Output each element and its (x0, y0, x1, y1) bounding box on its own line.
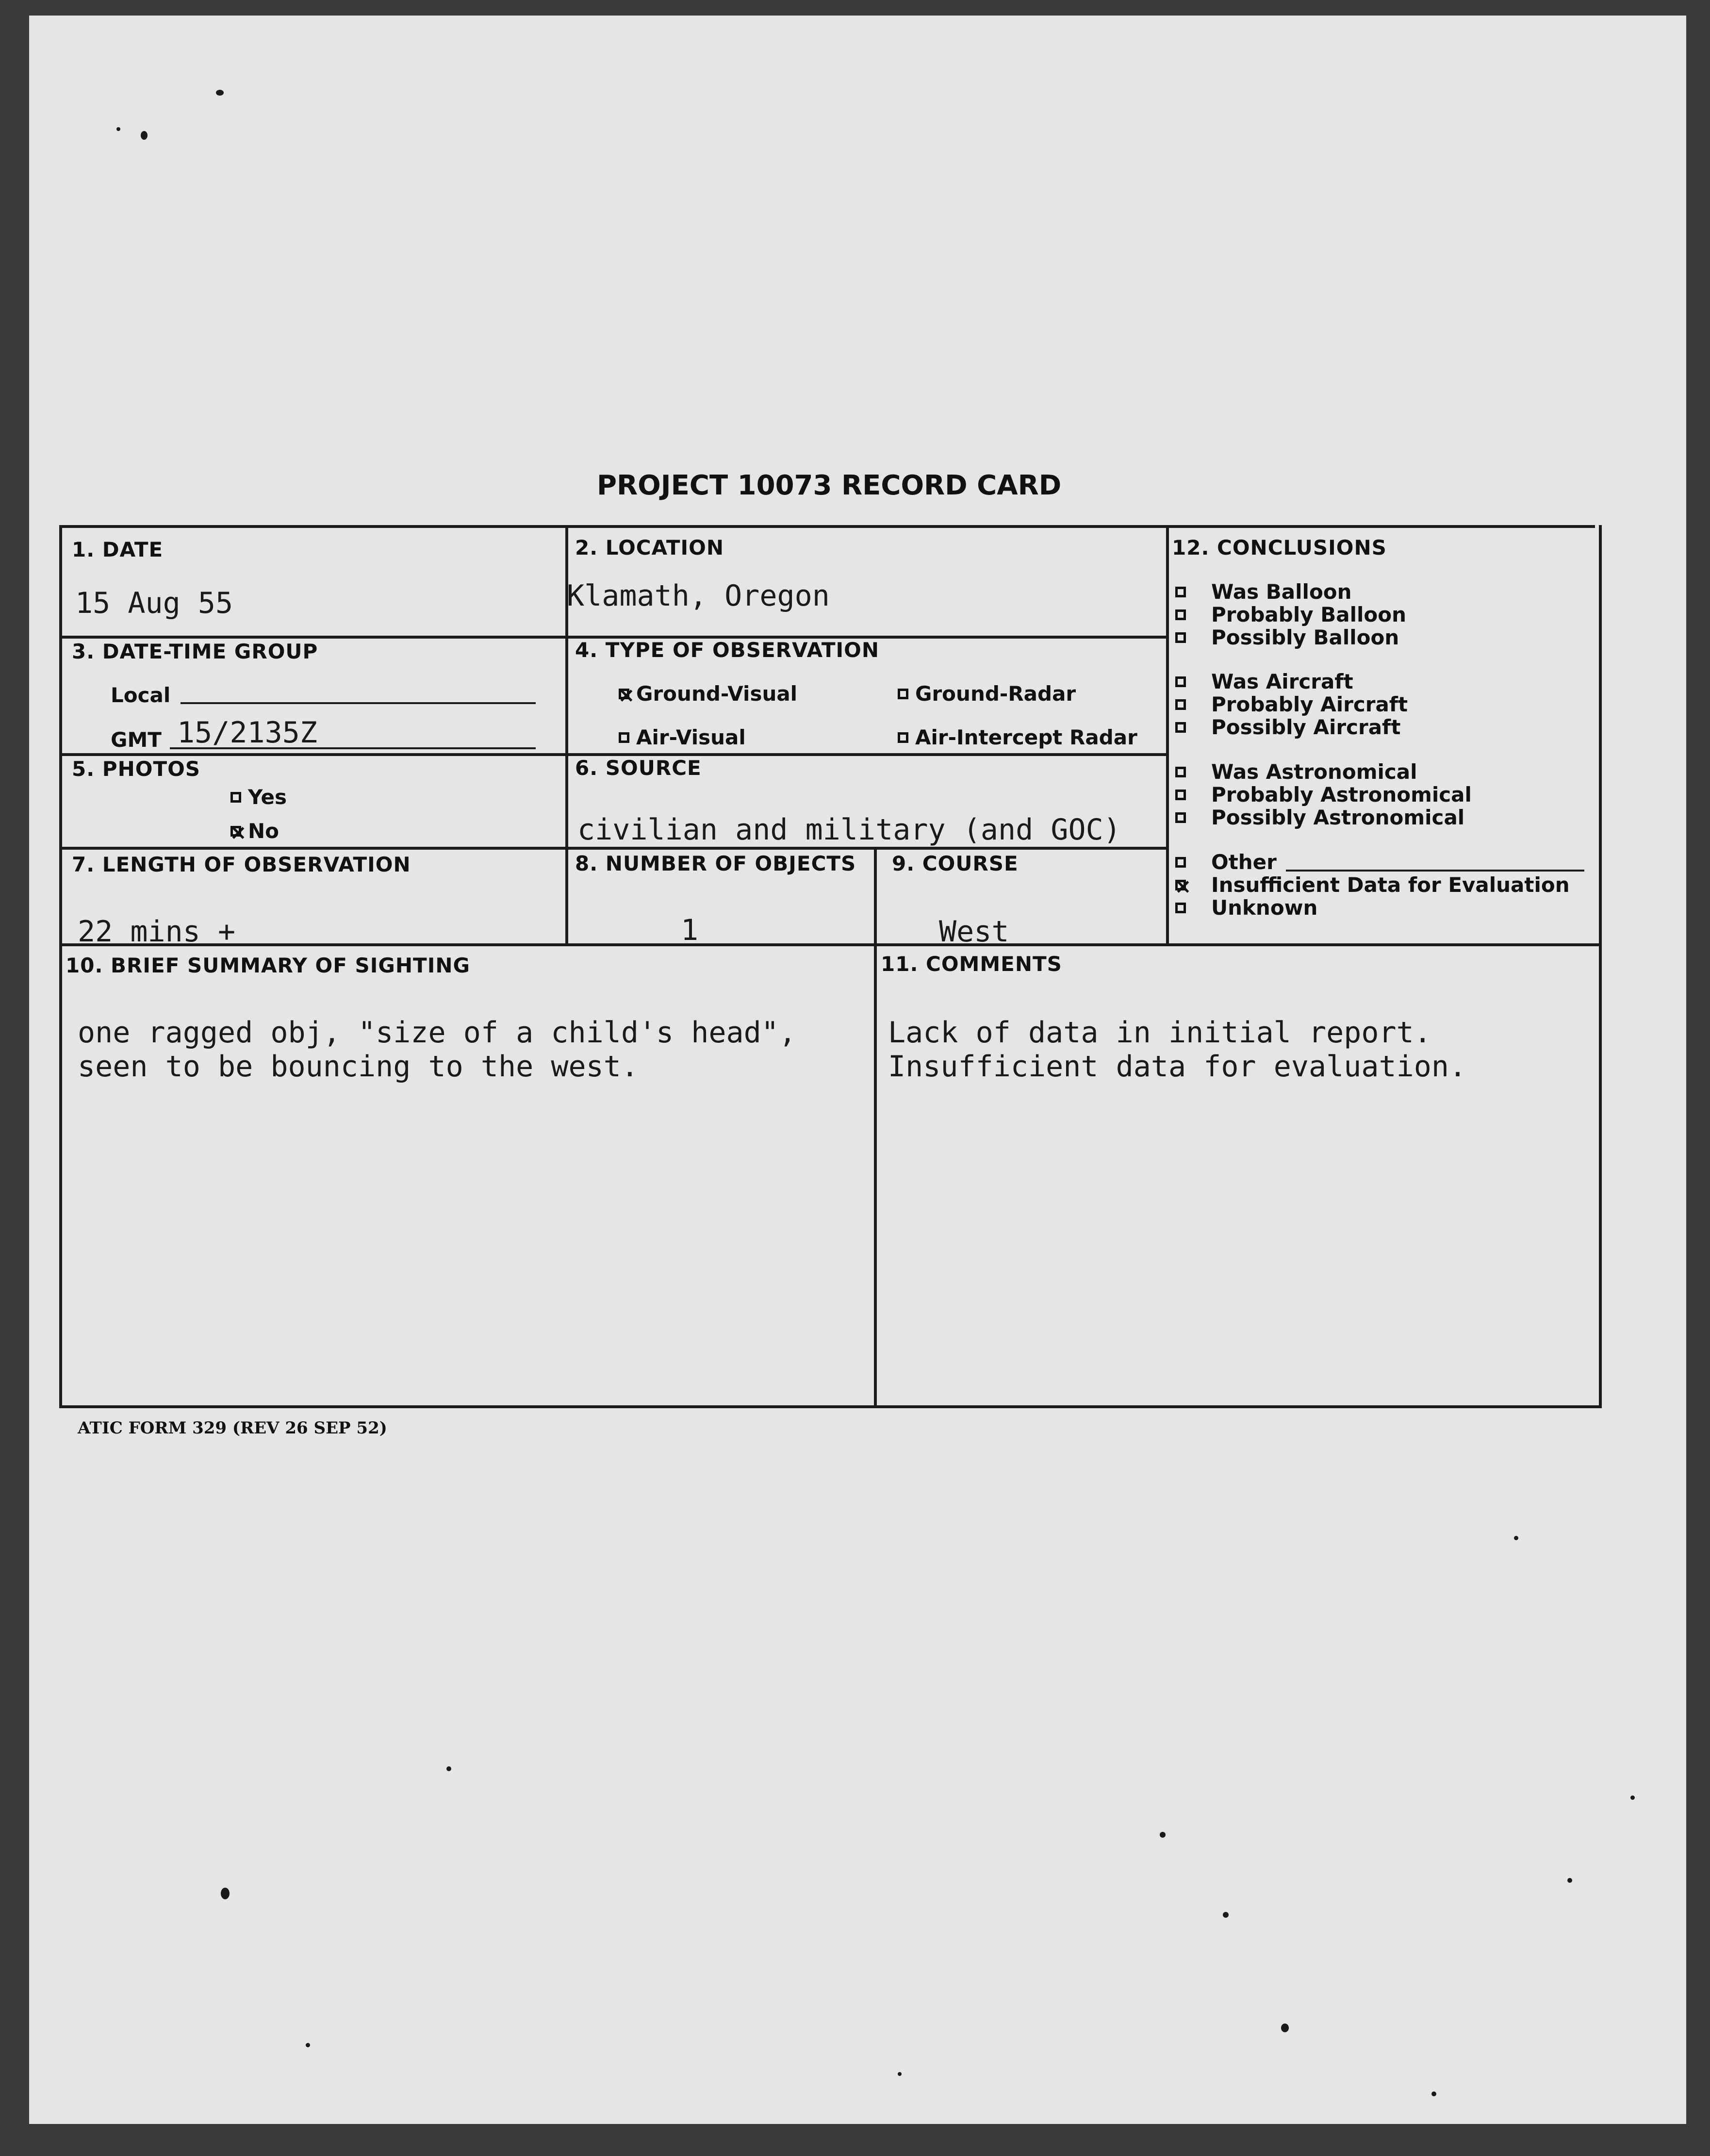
observation-option-ground-radar[interactable] (898, 682, 1076, 706)
other-underline (1286, 870, 1584, 872)
number-of-objects-label: 8. NUMBER OF OBJECTS (575, 852, 856, 875)
conclusion-other[interactable] (1175, 850, 1277, 874)
conclusion-was-balloon[interactable] (1175, 580, 1352, 604)
checkbox-was-astronomical[interactable] (1175, 767, 1186, 777)
checkbox-air-visual[interactable] (619, 732, 629, 743)
checkbox-air-intercept-radar[interactable] (898, 732, 908, 743)
type-of-observation-label: 4. TYPE OF OBSERVATION (575, 638, 880, 662)
possibly-balloon-label: Possibly Balloon (1211, 625, 1399, 649)
date-time-group-label: 3. DATE-TIME GROUP (72, 640, 318, 663)
conclusion-possibly-astronomical[interactable] (1175, 806, 1464, 829)
other-label: Other (1211, 850, 1277, 874)
probably-astronomical-label: Probably Astronomical (1211, 783, 1472, 806)
source-label: 6. SOURCE (575, 756, 702, 780)
gmt-value: 15/2135Z (177, 716, 317, 750)
row-divider-3 (59, 847, 1167, 850)
checkbox-probably-aircraft[interactable] (1175, 699, 1186, 710)
conclusion-was-aircraft[interactable] (1175, 670, 1353, 693)
speck (898, 2072, 902, 2076)
speck (1567, 1878, 1572, 1883)
photos-no-label: No (248, 819, 280, 843)
conclusion-probably-balloon[interactable] (1175, 603, 1406, 626)
table-right-border (1599, 525, 1602, 1408)
conclusions-label: 12. CONCLUSIONS (1172, 536, 1387, 560)
speck (116, 127, 120, 131)
conclusion-possibly-aircraft[interactable] (1175, 715, 1400, 739)
checkbox-probably-balloon[interactable] (1175, 609, 1186, 620)
length-of-observation-value: 22 mins + (78, 915, 236, 949)
ground-radar-label: Ground-Radar (915, 682, 1076, 706)
checkbox-was-balloon[interactable] (1175, 587, 1186, 597)
summary-label: 10. BRIEF SUMMARY OF SIGHTING (66, 954, 470, 977)
comments-line-1: Lack of data in initial report. (888, 1016, 1431, 1050)
col-divider-course (874, 847, 877, 1407)
speck (446, 1766, 451, 1771)
checkbox-possibly-astronomical[interactable] (1175, 812, 1186, 823)
conclusion-was-astronomical[interactable] (1175, 760, 1417, 784)
summary-line-2: seen to be bouncing to the west. (78, 1050, 639, 1084)
local-label: Local (111, 683, 171, 707)
summary-line-1: one ragged obj, "size of a child's head", (78, 1016, 797, 1050)
unknown-label: Unknown (1211, 896, 1318, 920)
speck (141, 131, 148, 140)
course-value: West (939, 915, 1009, 949)
speck (1160, 1832, 1166, 1838)
speck (221, 1888, 230, 1899)
speck (1223, 1912, 1229, 1918)
checkbox-unknown[interactable] (1175, 903, 1186, 913)
speck (216, 90, 224, 96)
was-aircraft-label: Was Aircraft (1211, 670, 1353, 693)
observation-option-air-visual[interactable] (619, 725, 746, 749)
probably-balloon-label: Probably Balloon (1211, 603, 1406, 626)
checkbox-insufficient-data[interactable] (1175, 880, 1186, 890)
table-top-border (59, 525, 1595, 528)
photos-label: 5. PHOTOS (72, 757, 201, 781)
probably-aircraft-label: Probably Aircraft (1211, 692, 1408, 716)
card-title: PROJECT 10073 RECORD CARD (597, 470, 1062, 501)
form-id: ATIC FORM 329 (REV 26 SEP 52) (78, 1418, 387, 1438)
checkbox-probably-astronomical[interactable] (1175, 790, 1186, 800)
conclusion-insufficient-data[interactable] (1175, 873, 1570, 897)
ground-visual-label: Ground-Visual (636, 682, 798, 706)
date-label: 1. DATE (72, 538, 164, 561)
comments-label: 11. COMMENTS (881, 952, 1062, 976)
local-underline (181, 702, 536, 704)
row-divider-4 (59, 943, 1602, 946)
table-left-border (59, 525, 62, 1408)
photos-option-yes[interactable] (230, 785, 287, 809)
checkbox-ground-visual[interactable] (619, 689, 629, 699)
photos-option-no[interactable] (230, 819, 279, 843)
col-divider-conclusions (1166, 525, 1169, 945)
speck (1431, 2091, 1436, 2096)
photos-yes-label: Yes (248, 785, 287, 809)
speck (1281, 2024, 1289, 2032)
gmt-label: GMT (111, 728, 162, 752)
conclusion-probably-aircraft[interactable] (1175, 692, 1408, 716)
air-visual-label: Air-Visual (636, 725, 746, 749)
conclusion-probably-astronomical[interactable] (1175, 783, 1472, 806)
source-value: civilian and military (and GOC) (577, 813, 1121, 847)
number-of-objects-value: 1 (681, 913, 699, 947)
conclusion-possibly-balloon[interactable] (1175, 625, 1399, 649)
date-value: 15 Aug 55 (75, 586, 233, 620)
checkbox-photos-no[interactable] (230, 826, 241, 837)
location-label: 2. LOCATION (575, 536, 724, 560)
speck (306, 2043, 310, 2047)
comments-line-2: Insufficient data for evaluation. (888, 1050, 1467, 1084)
was-balloon-label: Was Balloon (1211, 580, 1352, 604)
checkbox-ground-radar[interactable] (898, 689, 908, 699)
speck (1630, 1795, 1635, 1800)
checkbox-possibly-balloon[interactable] (1175, 632, 1186, 643)
speck (1514, 1536, 1518, 1540)
checkbox-was-aircraft[interactable] (1175, 676, 1186, 687)
possibly-aircraft-label: Possibly Aircraft (1211, 715, 1401, 739)
insufficient-data-label: Insufficient Data for Evaluation (1211, 873, 1570, 897)
table-bottom-border (59, 1405, 1602, 1408)
observation-option-air-intercept-radar[interactable] (898, 725, 1137, 749)
checkbox-photos-yes[interactable] (230, 792, 241, 803)
conclusion-unknown[interactable] (1175, 896, 1317, 920)
course-label: 9. COURSE (892, 852, 1019, 875)
observation-option-ground-visual[interactable] (619, 682, 797, 706)
air-intercept-radar-label: Air-Intercept Radar (915, 725, 1137, 749)
checkbox-possibly-aircraft[interactable] (1175, 722, 1186, 733)
checkbox-other[interactable] (1175, 857, 1186, 868)
length-of-observation-label: 7. LENGTH OF OBSERVATION (72, 853, 411, 876)
was-astronomical-label: Was Astronomical (1211, 760, 1417, 784)
location-value: Klamath, Oregon (567, 579, 830, 613)
possibly-astronomical-label: Possibly Astronomical (1211, 806, 1465, 829)
